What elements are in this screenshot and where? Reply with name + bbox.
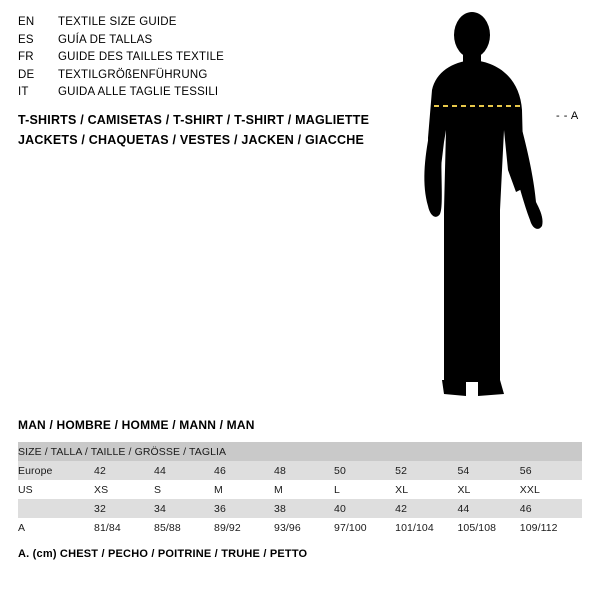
table-row bbox=[18, 518, 582, 537]
cell: 44 bbox=[457, 499, 519, 518]
language-row bbox=[18, 67, 348, 85]
cell: 40 bbox=[334, 499, 395, 518]
cell: 97/100 bbox=[334, 518, 395, 537]
table-header-label: SIZE / TALLA / TAILLE / GRÖSSE / TAGLIA bbox=[18, 442, 582, 461]
cell: 81/84 bbox=[94, 518, 154, 537]
language-code: IT bbox=[18, 86, 29, 98]
cell: XL bbox=[457, 480, 519, 499]
cell: 85/88 bbox=[154, 518, 214, 537]
cell: 42 bbox=[94, 461, 154, 480]
cell: 48 bbox=[274, 461, 334, 480]
language-text: TEXTILE SIZE GUIDE bbox=[58, 16, 177, 28]
cell: 42 bbox=[395, 499, 457, 518]
row-label bbox=[18, 499, 94, 518]
language-text: GUIDE DES TAILLES TEXTILE bbox=[58, 51, 225, 63]
cell: M bbox=[214, 480, 274, 499]
cell: 56 bbox=[520, 461, 582, 480]
cell: 44 bbox=[154, 461, 214, 480]
language-row bbox=[18, 14, 348, 32]
cell: XS bbox=[94, 480, 154, 499]
language-row bbox=[18, 84, 348, 102]
cell: 89/92 bbox=[214, 518, 274, 537]
category-headings bbox=[18, 110, 378, 150]
body-figure bbox=[400, 10, 600, 410]
language-list bbox=[18, 14, 348, 102]
cell: XXL bbox=[520, 480, 582, 499]
cell: 36 bbox=[214, 499, 274, 518]
language-code: EN bbox=[18, 16, 35, 28]
table-header-row bbox=[18, 442, 582, 461]
language-code: ES bbox=[18, 33, 34, 46]
language-text: GUÍA DE TALLAS bbox=[58, 33, 153, 46]
category-line-tshirts: T-SHIRTS / CAMISETAS / T-SHIRT / T-SHIRT / MAGLIETTE bbox=[18, 113, 370, 127]
cell: 38 bbox=[274, 499, 334, 518]
cell: XL bbox=[395, 480, 457, 499]
cell: 50 bbox=[334, 461, 395, 480]
measure-marker-a bbox=[556, 110, 579, 122]
language-row bbox=[18, 32, 348, 50]
cell: L bbox=[334, 480, 395, 499]
cell: 32 bbox=[94, 499, 154, 518]
footnote-chest: A. (cm) CHEST / PECHO / POITRINE / TRUHE / PETTO bbox=[18, 548, 308, 560]
cell: 46 bbox=[520, 499, 582, 518]
marker-letter: A bbox=[570, 110, 579, 122]
language-row bbox=[18, 49, 348, 67]
cell: 101/104 bbox=[395, 518, 457, 537]
category-line-jackets: JACKETS / CHAQUETAS / VESTES / JACKEN / GIACCHE bbox=[18, 133, 365, 147]
cell: 54 bbox=[457, 461, 519, 480]
table-row bbox=[18, 499, 582, 518]
table-row bbox=[18, 480, 582, 499]
row-label: A bbox=[18, 518, 94, 537]
cell: 52 bbox=[395, 461, 457, 480]
table-group-title: MAN / HOMBRE / HOMME / MANN / MAN bbox=[18, 418, 255, 432]
cell: 109/112 bbox=[520, 518, 582, 537]
language-code: DE bbox=[18, 68, 35, 81]
cell: M bbox=[274, 480, 334, 499]
cell: 93/96 bbox=[274, 518, 334, 537]
cell: 46 bbox=[214, 461, 274, 480]
cell: S bbox=[154, 480, 214, 499]
language-text: TEXTILGRÖßENFÜHRUNG bbox=[58, 68, 208, 81]
cell: 105/108 bbox=[457, 518, 519, 537]
language-code: FR bbox=[18, 51, 34, 63]
row-label: US bbox=[18, 480, 94, 499]
language-text: GUIDA ALLE TAGLIE TESSILI bbox=[58, 86, 219, 98]
cell: 34 bbox=[154, 499, 214, 518]
marker-dash: - - bbox=[556, 110, 568, 122]
row-label: Europe bbox=[18, 461, 94, 480]
table-row bbox=[18, 461, 582, 480]
size-table bbox=[18, 442, 582, 537]
male-silhouette-icon bbox=[400, 10, 600, 410]
